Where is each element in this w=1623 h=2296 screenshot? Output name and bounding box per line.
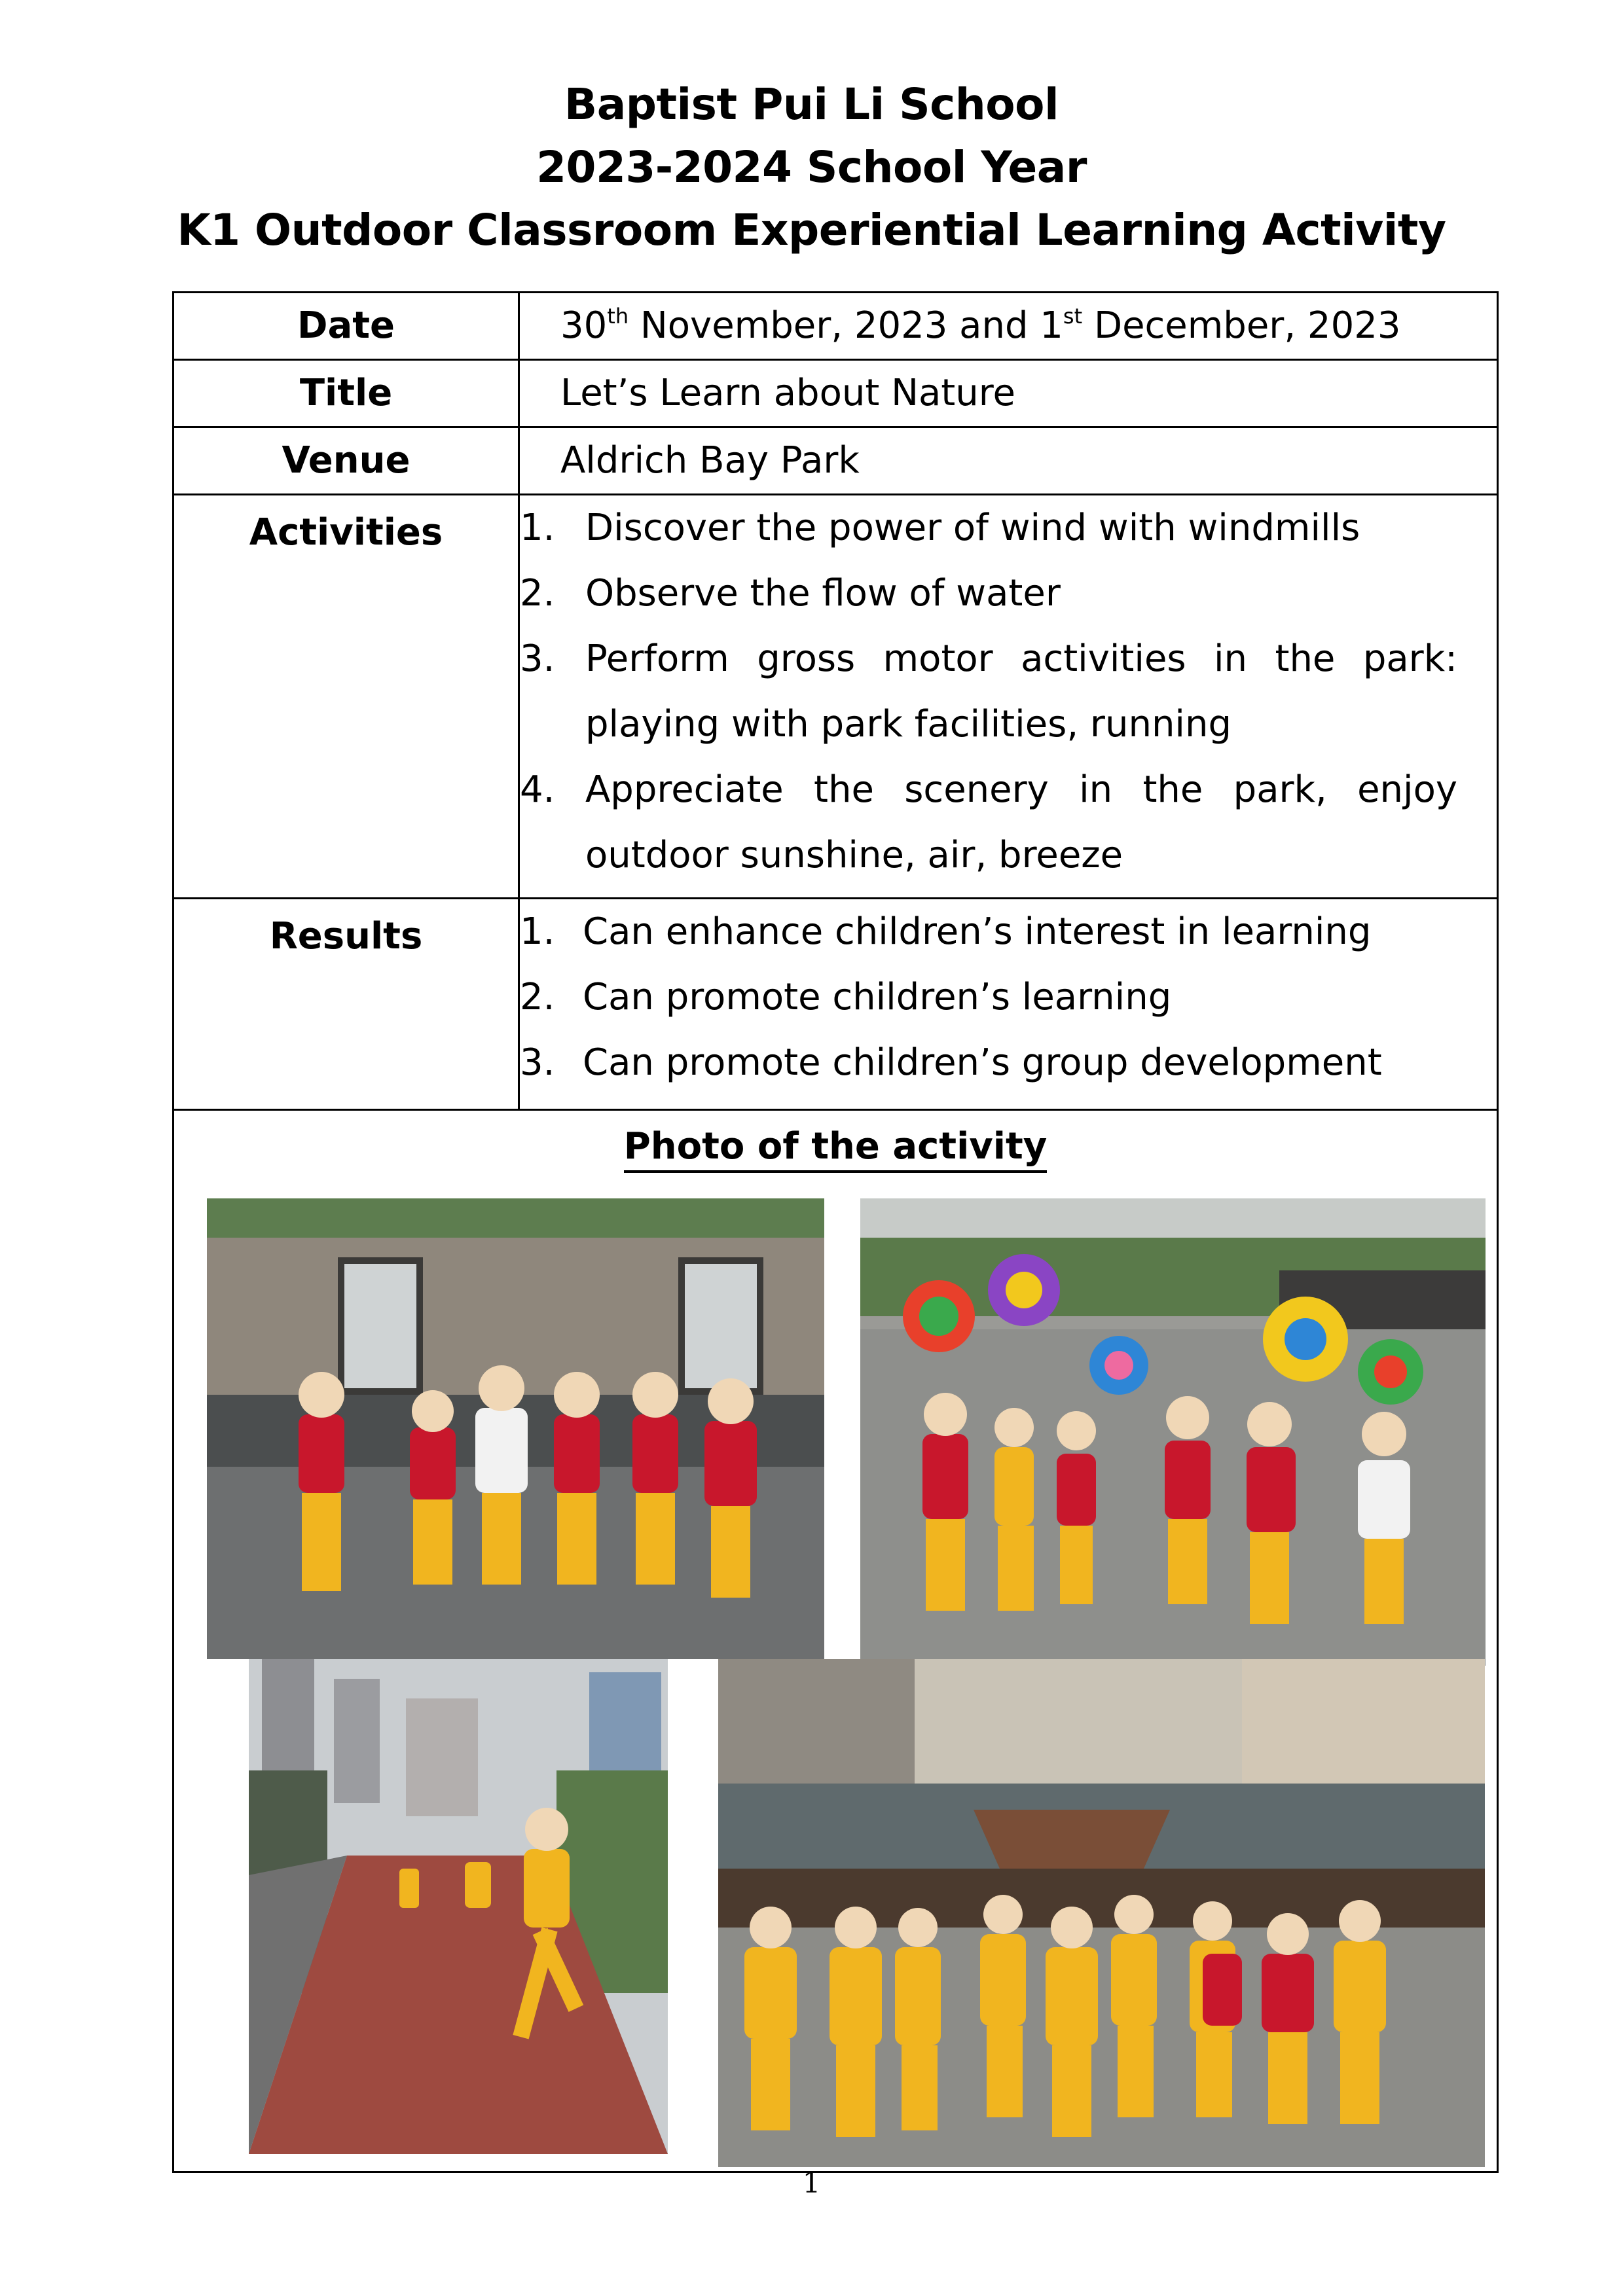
date-suffix-1: th	[607, 304, 629, 329]
activities-value	[519, 495, 1498, 899]
photos-caption	[174, 1125, 1497, 1168]
activities-row	[173, 495, 1498, 899]
title-label: Title	[173, 360, 519, 427]
photo-running-track-image	[249, 1659, 668, 2154]
item-number: 4.	[520, 768, 555, 811]
venue-row	[173, 427, 1498, 495]
item-text: Can enhance children’s interest in learning	[583, 910, 1372, 953]
date-row	[173, 293, 1498, 360]
photo-windmills-image	[860, 1198, 1486, 1666]
title-value: Let’s Learn about Nature	[519, 360, 1498, 427]
photo-windmills	[860, 1198, 1486, 1666]
list-item	[520, 899, 1497, 965]
item-number: 1.	[520, 910, 555, 953]
list-item	[520, 561, 1497, 626]
item-text: Can promote children’s group development	[583, 1041, 1382, 1084]
date-day-1: 30	[560, 304, 608, 347]
list-item	[520, 1030, 1497, 1096]
item-text: Observe the flow of water	[585, 572, 1061, 615]
results-value	[519, 899, 1498, 1110]
photo-fountain	[207, 1198, 824, 1659]
venue-label: Venue	[173, 427, 519, 495]
photo-fountain-image	[207, 1198, 824, 1659]
item-text: Can promote children’s learning	[583, 976, 1172, 1018]
item-number: 3.	[520, 637, 555, 680]
activities-list	[520, 495, 1497, 888]
results-list	[520, 899, 1497, 1096]
list-item	[520, 495, 1497, 561]
photo-group	[718, 1659, 1485, 2167]
item-number: 2.	[520, 976, 555, 1018]
item-number: 2.	[520, 572, 555, 615]
date-value	[519, 293, 1498, 360]
venue-value: Aldrich Bay Park	[519, 427, 1498, 495]
item-text: Perform gross motor activities in the park: playing with park facilities, running	[585, 637, 1457, 745]
list-item	[520, 965, 1497, 1030]
item-text: Discover the power of wind with windmills	[585, 507, 1360, 549]
list-item	[520, 757, 1497, 888]
title-row	[173, 360, 1498, 427]
activities-label: Activities	[173, 495, 519, 899]
date-end: December, 2023	[1082, 304, 1401, 347]
photos-caption-text: Photo of the activity	[624, 1125, 1048, 1173]
item-number: 1.	[520, 507, 555, 549]
page-number: 1	[802, 2166, 821, 2200]
item-number: 3.	[520, 1041, 555, 1084]
photos-row	[173, 1110, 1498, 2172]
results-row	[173, 899, 1498, 1110]
photo-group-image	[718, 1659, 1485, 2167]
photo-running-track	[249, 1659, 668, 2154]
date-middle: November, 2023 and 1	[629, 304, 1063, 347]
activity-title-heading: K1 Outdoor Classroom Experiential Learning Activity	[177, 205, 1446, 255]
activity-info-table	[172, 291, 1499, 2173]
list-item	[520, 626, 1497, 757]
date-suffix-2: st	[1063, 304, 1083, 329]
date-label: Date	[173, 293, 519, 360]
results-label: Results	[173, 899, 519, 1110]
school-year: 2023-2024 School Year	[536, 142, 1087, 192]
document-heading	[0, 73, 1623, 262]
item-text: Appreciate the scenery in the park, enjoy outdoor sunshine, air, breeze	[585, 768, 1457, 876]
school-name: Baptist Pui Li School	[564, 79, 1059, 130]
photos-cell	[173, 1110, 1498, 2172]
